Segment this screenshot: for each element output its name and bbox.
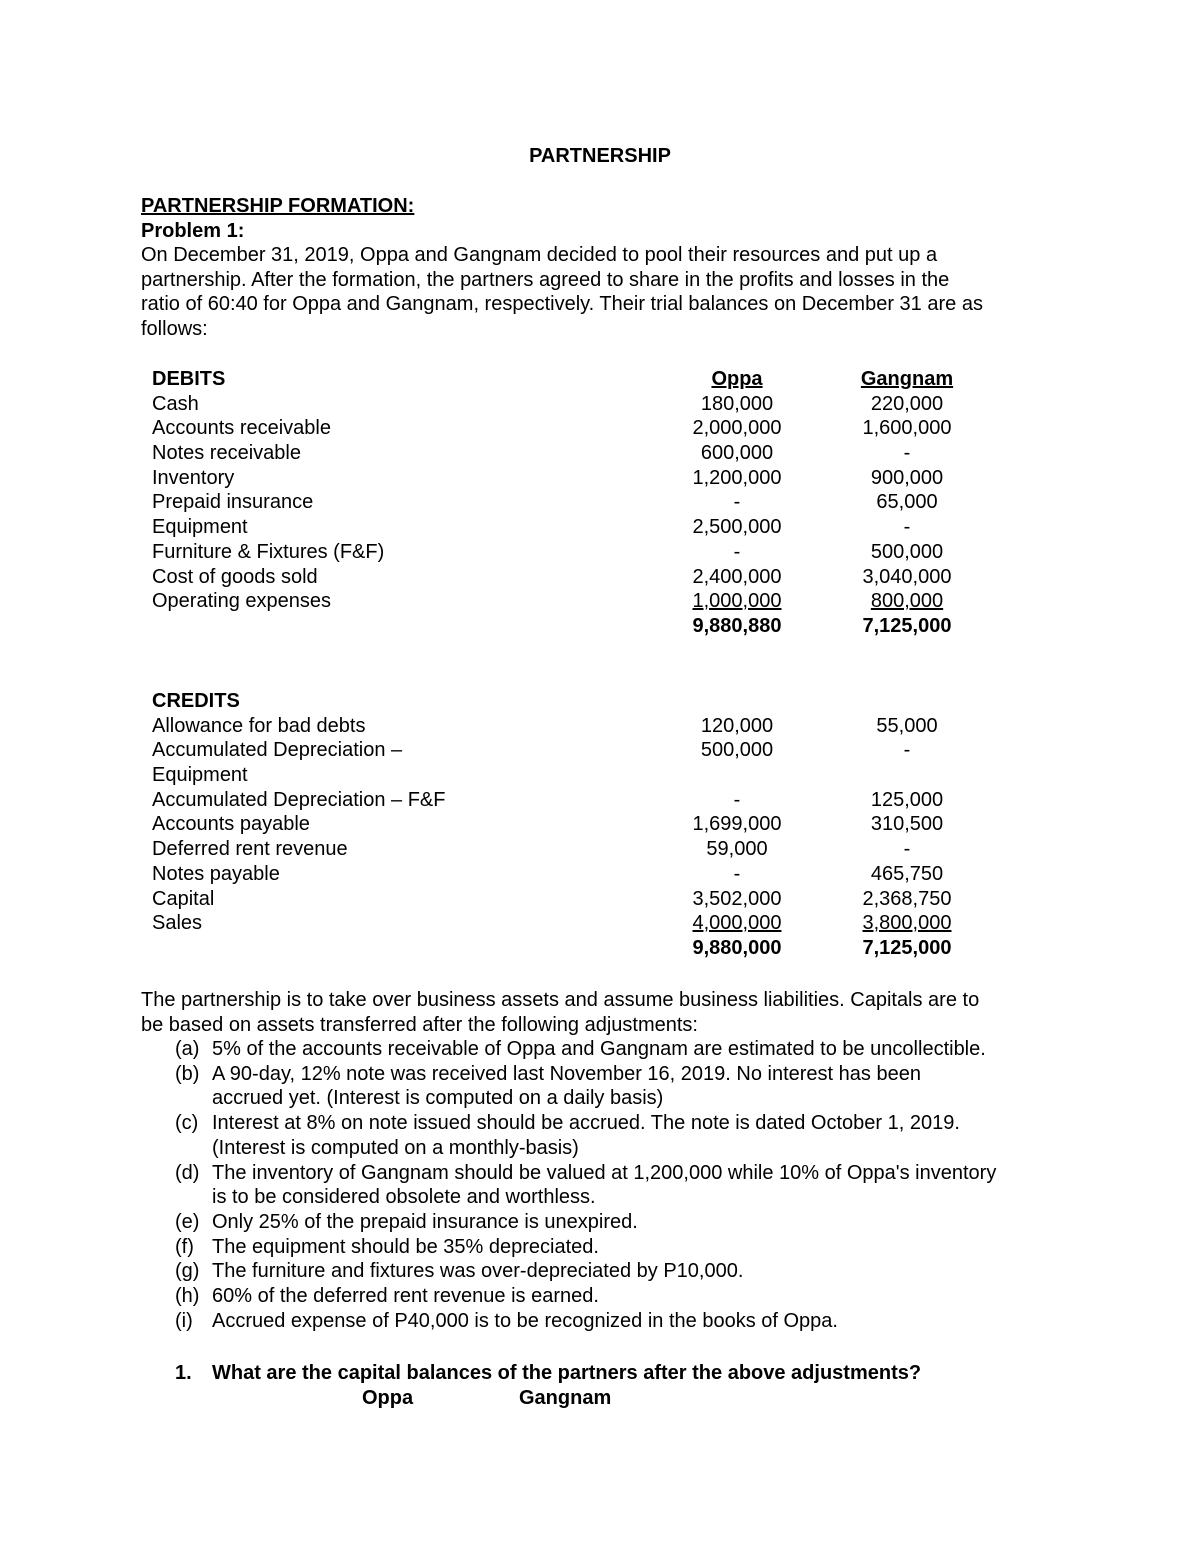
oppa-value: 1,000,000 <box>692 590 782 613</box>
credits-total-gangnam: 7,125,000 <box>862 936 952 959</box>
list-item-text: Interest at 8% on note issued should be accrued. The note is dated October 1, 2019. <box>212 1112 960 1135</box>
gangnam-value: - <box>903 442 911 465</box>
page-title: PARTNERSHIP <box>529 145 671 167</box>
gangnam-value: 465,750 <box>870 862 944 885</box>
question-text: What are the capital balances of the partners after the above adjustments? <box>212 1362 922 1384</box>
list-item <box>175 1161 1075 1210</box>
oppa-value: 180,000 <box>700 392 774 415</box>
credits-heading: CREDITS <box>152 690 240 712</box>
credits-total-oppa: 9,880,000 <box>692 936 782 959</box>
account-label: Notes receivable <box>152 442 301 465</box>
list-item-text: The equipment should be 35% depreciated. <box>212 1235 599 1258</box>
problem-intro <box>141 243 1061 342</box>
list-item-text: The inventory of Gangnam should be valued at 1,200,000 while 10% of Oppa's inventory <box>212 1161 997 1184</box>
gangnam-value: 220,000 <box>870 392 944 415</box>
account-label: Furniture & Fixtures (F&F) <box>152 540 385 563</box>
gangnam-value: - <box>903 516 911 539</box>
debits-heading: DEBITS <box>152 368 226 390</box>
problem-label: Problem 1: <box>141 220 245 242</box>
gangnam-value: 500,000 <box>870 540 944 563</box>
list-marker: (c) <box>175 1112 199 1135</box>
column-header-gangnam: Gangnam <box>860 368 954 390</box>
list-item-text: is to be considered obsolete and worthless. <box>212 1186 596 1209</box>
gangnam-value: 2,368,750 <box>862 887 952 910</box>
oppa-value: 59,000 <box>706 838 768 861</box>
account-label: Cost of goods sold <box>152 565 318 588</box>
gangnam-value: - <box>903 838 911 861</box>
intro-line: ratio of 60:40 for Oppa and Gangnam, respectively. Their trial balances on December 31 are as <box>141 293 983 316</box>
list-item-text: The furniture and fixtures was over-depreciated by P10,000. <box>212 1260 744 1283</box>
intro-line: follows: <box>141 318 208 341</box>
question-number: 1. <box>175 1362 192 1384</box>
oppa-value: 120,000 <box>700 714 774 737</box>
list-item <box>175 1284 1075 1309</box>
account-label: Equipment <box>152 764 248 787</box>
gangnam-value: 900,000 <box>870 466 944 489</box>
list-marker: (i) <box>175 1309 193 1332</box>
gangnam-value: 55,000 <box>876 714 938 737</box>
account-label: Notes payable <box>152 862 280 885</box>
intro-line: partnership. After the formation, the partners agreed to share in the profits and losses in the <box>141 268 950 291</box>
oppa-value: 3,502,000 <box>692 887 782 910</box>
column-header-oppa: Oppa <box>711 368 763 390</box>
account-label: Accounts receivable <box>152 417 331 440</box>
list-item-text: (Interest is computed on a monthly-basis) <box>212 1136 579 1159</box>
gangnam-value: - <box>903 739 911 762</box>
oppa-value: - <box>733 862 741 885</box>
list-marker: (a) <box>175 1038 200 1060</box>
list-marker: (e) <box>175 1210 200 1233</box>
list-item-text: 60% of the deferred rent revenue is earned. <box>212 1285 599 1308</box>
list-item <box>175 1037 1075 1062</box>
intro-line: On December 31, 2019, Oppa and Gangnam decided to pool their resources and put up a <box>141 244 938 266</box>
list-item-text: Only 25% of the prepaid insurance is unexpired. <box>212 1210 638 1233</box>
oppa-value: 1,200,000 <box>692 466 782 489</box>
adjustments-intro <box>141 988 1081 1037</box>
answer-header-gangnam: Gangnam <box>519 1387 612 1409</box>
oppa-value: - <box>733 788 741 811</box>
oppa-value: - <box>733 540 741 563</box>
list-item <box>175 1309 1075 1334</box>
adjustments-list <box>175 1037 1075 1333</box>
gangnam-value: 65,000 <box>876 491 938 514</box>
list-item <box>175 1062 1075 1111</box>
gangnam-value: 3,800,000 <box>862 912 952 935</box>
account-label: Allowance for bad debts <box>152 714 366 737</box>
account-label: Accumulated Depreciation – <box>152 739 403 762</box>
account-label: Operating expenses <box>152 590 332 613</box>
paragraph-line: be based on assets transferred after the following adjustments: <box>141 1013 698 1036</box>
account-label: Accumulated Depreciation – F&F <box>152 788 446 811</box>
oppa-value: 2,000,000 <box>692 417 782 440</box>
gangnam-value: 1,600,000 <box>862 417 952 440</box>
list-item-text: Accrued expense of P40,000 is to be recognized in the books of Oppa. <box>212 1309 838 1332</box>
gangnam-value: 800,000 <box>870 590 944 613</box>
oppa-value: 1,699,000 <box>692 813 782 836</box>
list-item-text: accrued yet. (Interest is computed on a daily basis) <box>212 1087 664 1110</box>
gangnam-value: 125,000 <box>870 788 944 811</box>
paragraph-line: The partnership is to take over business assets and assume business liabilities. Capitals are to <box>141 989 980 1011</box>
list-item <box>175 1210 1075 1235</box>
account-label: Equipment <box>152 516 248 539</box>
oppa-value: 600,000 <box>700 442 774 465</box>
account-label: Accounts payable <box>152 813 310 836</box>
gangnam-value: 310,500 <box>870 813 944 836</box>
list-marker: (d) <box>175 1161 200 1184</box>
list-marker: (b) <box>175 1062 200 1085</box>
account-label: Inventory <box>152 466 235 489</box>
oppa-value: 2,500,000 <box>692 516 782 539</box>
debits-total-gangnam: 7,125,000 <box>862 614 952 637</box>
list-marker: (h) <box>175 1285 200 1308</box>
account-label: Sales <box>152 912 203 935</box>
debits-total-oppa: 9,880,880 <box>692 614 782 637</box>
section-heading: PARTNERSHIP FORMATION: <box>141 195 415 217</box>
list-item <box>175 1259 1075 1284</box>
account-label: Prepaid insurance <box>152 491 314 514</box>
list-marker: (g) <box>175 1260 200 1283</box>
answer-header-oppa: Oppa <box>362 1387 414 1409</box>
oppa-value: 500,000 <box>700 739 774 762</box>
list-item-text: A 90-day, 12% note was received last November 16, 2019. No interest has been <box>212 1062 921 1085</box>
list-item <box>175 1235 1075 1260</box>
list-item-text: 5% of the accounts receivable of Oppa and Gangnam are estimated to be uncollectible. <box>212 1038 986 1060</box>
oppa-value: 2,400,000 <box>692 565 782 588</box>
gangnam-value: 3,040,000 <box>862 565 952 588</box>
list-item <box>175 1111 1075 1160</box>
account-label: Capital <box>152 887 215 910</box>
oppa-value: 4,000,000 <box>692 912 782 935</box>
list-marker: (f) <box>175 1235 194 1258</box>
account-label: Cash <box>152 392 199 415</box>
oppa-value: - <box>733 491 741 514</box>
account-label: Deferred rent revenue <box>152 838 348 861</box>
